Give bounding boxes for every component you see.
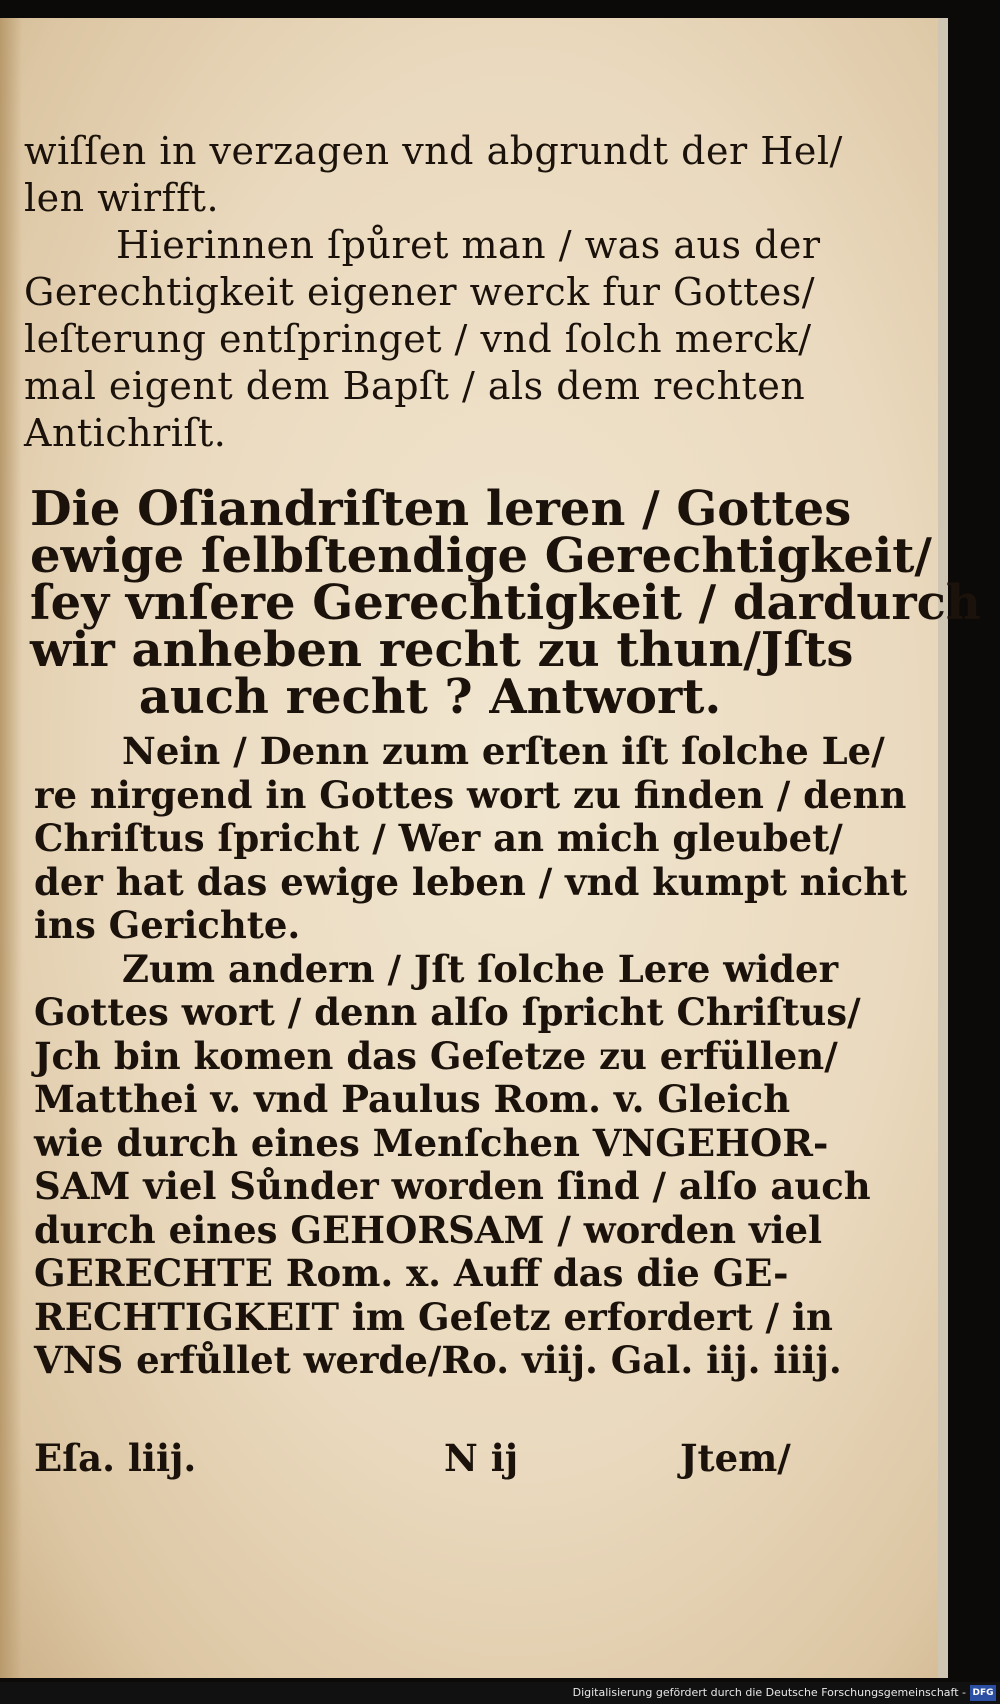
text-line: wie durch eines Menſchen VNGEHOR- (34, 1120, 829, 1165)
text-line: Zum andern / Jſt ſolche Lere wider (122, 946, 839, 991)
text-line: Antichriſt. (24, 411, 227, 455)
text-line: re nirgend in Gottes wort zu finden / denn (34, 772, 907, 817)
text-line: wiſſen in verzagen vnd abgrundt der Hel/ (24, 129, 843, 173)
text-line: Gerechtigkeit eigener werck fur Gottes/ (24, 270, 816, 314)
text-line: Hierinnen ſpůret man / was aus der (116, 223, 821, 267)
text-line: der hat das ewige leben / vnd kumpt nicht (34, 859, 908, 904)
heading-line: Die Oſiandriſten leren / Gottes (30, 481, 852, 537)
dfg-logo: DFG (970, 1685, 996, 1701)
section-heading (30, 481, 981, 725)
text-line: leſterung entſpringet / vnd ſolch merck/ (24, 317, 812, 361)
scripture-reference: Eſa. liij. (34, 1436, 197, 1480)
previous-paragraph (24, 128, 843, 457)
text-line: VNS erfůllet werde/Ro. viij. Gal. iij. iiij. (34, 1338, 842, 1382)
text-line: durch eines GEHORSAM / worden viel (34, 1207, 823, 1252)
text-line: RECHTIGKEIT im Geſetz erfordert / in (34, 1294, 833, 1339)
page-gutter-shadow (0, 18, 22, 1678)
answer-paragraph (34, 729, 908, 1383)
text-line: SAM viel Sůnder worden ſind / alſo auch (34, 1164, 871, 1208)
text-line: Matthei v. vnd Paulus Rom. v. Gleich (34, 1077, 791, 1121)
text-line: Gottes wort / denn alſo ſpricht Chriſtus/ (34, 990, 861, 1034)
book-page (0, 18, 981, 1678)
signature-mark: N ij (444, 1436, 519, 1480)
digitization-credit: Digitalisierung gefördert durch die Deutsche Forschungsgemeinschaft - (0, 1682, 1000, 1704)
heading-line: ſey vnſere Gerechtigkeit / dardurch (30, 575, 981, 631)
text-line: len wirfft. (24, 176, 220, 220)
text-line: Jch bin komen das Geſetze zu erfüllen/ (34, 1033, 838, 1078)
heading-line: auch recht ? Antwort. (138, 669, 722, 725)
text-line: GERECHTE Rom. x. Auff das die GE- (34, 1251, 789, 1295)
heading-line: ewige ſelbſtendige Gerechtigkeit/ (30, 528, 932, 584)
heading-line: wir anheben recht zu thun/Jſts (30, 622, 854, 678)
catchword: Jtem/ (680, 1436, 791, 1480)
text-line: mal eigent dem Bapſt / als dem rechten (24, 364, 806, 408)
text-line: Chriſtus ſpricht / Wer an mich gleubet/ (34, 816, 843, 860)
text-line: ins Gerichte. (34, 903, 301, 947)
text-line: Nein / Denn zum erſten iſt ſolche Le/ (122, 729, 885, 773)
